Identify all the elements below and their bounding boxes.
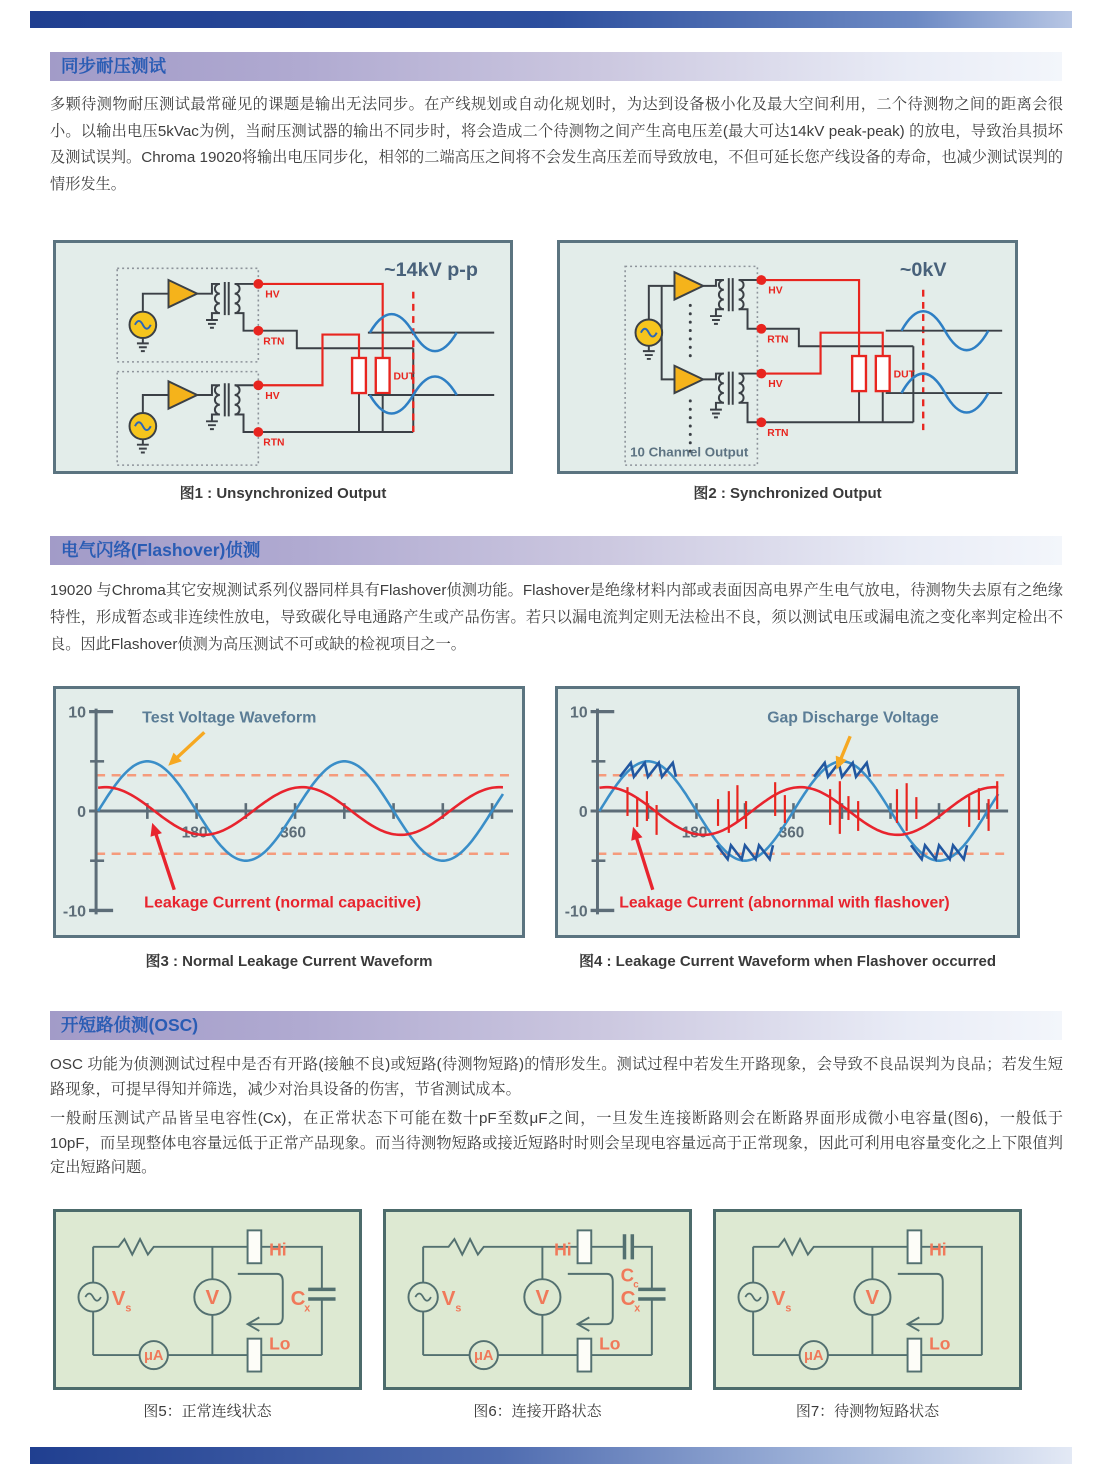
figure5-normal-connection-circuit xyxy=(53,1209,362,1390)
figure3-normal-leakage-chart xyxy=(53,686,525,938)
circuit-fig7 xyxy=(716,1212,1019,1387)
black-wiring xyxy=(643,278,913,422)
figure2-synchronized-diagram xyxy=(557,240,1018,474)
figure6-open-circuit xyxy=(383,1209,692,1390)
capacitor-cc-icon xyxy=(624,1234,632,1259)
rtn-label: RTN xyxy=(767,427,789,439)
cx-label: C xyxy=(620,1287,636,1310)
dut-resistors xyxy=(852,356,890,391)
svg-text:Leakage Current (normal capaci: Leakage Current (normal capacitive) xyxy=(144,894,422,912)
paragraph-osc-2: 一般耐压测试产品皆呈电容性(Cx)，在正常状态下可能在数十pF至数μF之间，一旦发生连接断路则会在断路界面形成微小电容量(图6)，一般低于10pF，而呈现整体电容量远低于正常产品现象。而当待测物短路或接近短路时时则会呈现电容量远高于正常现象，因此可利用电容量变化之上下限值判定出短路问题。 xyxy=(50,1110,1063,1176)
hi-terminal-icon xyxy=(248,1230,262,1263)
top-divider-bar xyxy=(30,11,1072,28)
amplifier-icons xyxy=(674,272,703,393)
voltmeter-label: V xyxy=(865,1286,880,1309)
current-loop-arrow-icon xyxy=(568,1274,613,1331)
svg-text:0: 0 xyxy=(77,804,87,821)
hv-label: HV xyxy=(768,285,783,297)
svg-text:360: 360 xyxy=(280,824,307,842)
circuit-diagram-fig2 xyxy=(560,243,1015,471)
black-wiring xyxy=(137,282,413,453)
svg-text:10: 10 xyxy=(570,704,588,722)
microamp-label: μA xyxy=(473,1347,494,1364)
circuit-fig5 xyxy=(56,1212,359,1387)
circuit-labels xyxy=(112,1240,311,1364)
rtn-label: RTN xyxy=(767,334,789,346)
paragraph-osc-1: OSC 功能为侦测测试过程中是否有开路(接触不良)或短路(待测物短路)的情形发生。测试过程中若发生开路现象，会导致不良品误判为良品；若发生短路现象，可提早得知并筛选，减少对治具设备的伤害，节省测试成本。 xyxy=(50,1056,1063,1098)
current-loop-arrow-icon xyxy=(898,1274,943,1331)
cx-label: C xyxy=(290,1287,306,1310)
svg-text:360: 360 xyxy=(778,824,805,842)
figure4-flashover-leakage-chart xyxy=(555,686,1020,938)
hv-label: HV xyxy=(768,379,783,391)
hi-label: Hi xyxy=(554,1239,572,1260)
circuit-labels xyxy=(442,1240,641,1364)
lo-terminal-icon xyxy=(248,1339,262,1372)
lo-terminal-icon xyxy=(578,1339,592,1372)
vs-label: V xyxy=(771,1287,786,1310)
dut-label: DUT xyxy=(893,369,915,381)
voltage-difference-label: ~0kV xyxy=(899,259,947,282)
vs-label: V xyxy=(441,1287,456,1310)
hi-terminal-icon xyxy=(578,1230,592,1263)
circuit-fig6 xyxy=(386,1212,689,1387)
vs-sub-label: s xyxy=(785,1302,792,1315)
terminal-labels xyxy=(767,286,915,439)
microamp-label: μA xyxy=(143,1347,164,1364)
figure7-caption: 图7：待测物短路状态 xyxy=(795,1403,940,1420)
paragraph-flashover: 19020 与Chroma其它安规测试系列仪器同样具有Flashover侦测功能。Flashover是绝缘材料内部或表面因高电界产生电气放电，待测物失去原有之绝缘特性，形成暂态或非连续性放电，导致碳化导电通路产生或产品伤害。若只以漏电流判定则无法检出不良，须以测试电压或漏电流之变化率判定检出不良。因此Flashover侦测为高压测试不可或缺的检视项目之一。 xyxy=(50,582,1063,653)
capacitor-cx-icon xyxy=(638,1289,665,1299)
figure1-unsynchronized-diagram xyxy=(53,240,513,474)
dut-label: DUT xyxy=(393,371,415,383)
lo-label: Lo xyxy=(599,1333,621,1354)
vs-label: V xyxy=(111,1287,126,1310)
figure4-caption: 图4 : Leakage Current Waveform when Flashover occurred xyxy=(578,953,997,970)
hv-label: HV xyxy=(265,390,280,402)
rtn-label: RTN xyxy=(263,336,285,348)
ac-source-icon xyxy=(636,319,663,345)
vs-sub-label: s xyxy=(455,1302,462,1315)
svg-text:0: 0 xyxy=(578,803,588,821)
hv-label: HV xyxy=(265,289,280,301)
section-title-sync: 同步耐压测试 xyxy=(50,52,1062,81)
waveform-chart-fig4 xyxy=(558,689,1017,935)
lo-terminal-icon xyxy=(908,1339,922,1372)
voltmeter-label: V xyxy=(535,1286,550,1309)
channel-count-label: 10 Channel Output xyxy=(630,444,749,460)
dut-resistors xyxy=(352,358,390,393)
figure1-caption: 图1 : Unsynchronized Output xyxy=(179,485,387,502)
current-loop-arrow-icon xyxy=(238,1274,283,1331)
figure5-caption: 图5：正常连线状态 xyxy=(143,1403,272,1420)
svg-text:10: 10 xyxy=(68,704,87,722)
figure3-caption: 图3 : Normal Leakage Current Waveform xyxy=(145,953,433,970)
svg-text:-10: -10 xyxy=(564,903,588,921)
lo-label: Lo xyxy=(929,1333,951,1354)
paragraph-sync: 多颗待测物耐压测试最常碰见的课题是输出无法同步。在产线规划或自动化规划时，为达到设备极小化及最大空间利用，二个待测物之间的距离会很小。以输出电压5kVac为例，当耐压测试器的输出不同步时，将会造成二个待测物之间产生高电压差(最大可达14kV peak-peak) 的放电，导致治具损坏及测试误判。Chroma 19020将输出电压同步化，相邻的二端高压之间将不会发生高压差而导致放电，不但可延长您产线设备的寿命，也减少测试误判的情形发生。 xyxy=(50,96,1063,193)
section-title-flashover: 电气闪络(Flashover)侦测 xyxy=(50,536,1062,565)
circuit-diagram-fig1 xyxy=(56,243,510,471)
microamp-label: μA xyxy=(803,1347,824,1364)
hi-terminal-icon xyxy=(908,1230,922,1263)
bottom-divider-bar xyxy=(30,1447,1072,1464)
svg-text:-10: -10 xyxy=(62,903,87,921)
svg-text:180: 180 xyxy=(681,824,708,842)
figure6-caption: 图6：连接开路状态 xyxy=(473,1403,602,1420)
lo-label: Lo xyxy=(269,1333,291,1354)
section-title-osc: 开短路侦测(OSC) xyxy=(50,1011,1062,1040)
capacitor-cx-icon xyxy=(308,1289,335,1299)
waveform-chart-fig3 xyxy=(56,689,522,935)
amplifier-icons xyxy=(169,280,198,409)
figure2-caption: 图2 : Synchronized Output xyxy=(693,485,882,502)
svg-text:180: 180 xyxy=(181,824,208,842)
wave-axes xyxy=(886,331,1002,393)
hi-label: Hi xyxy=(269,1239,287,1260)
cx-sub-label: x xyxy=(304,1302,311,1315)
ac-source-icons xyxy=(130,312,157,440)
cc-sub-label: c xyxy=(633,1279,639,1291)
rtn-label: RTN xyxy=(263,437,285,449)
voltage-difference-label: ~14kV p-p xyxy=(384,259,478,282)
cx-sub-label: x xyxy=(634,1302,641,1315)
output-sine-waves xyxy=(901,311,988,412)
hi-label: Hi xyxy=(929,1239,947,1260)
vs-sub-label: s xyxy=(125,1302,132,1315)
svg-text:Leakage Current (abnornmal wit: Leakage Current (abnornmal with flashover) xyxy=(619,894,950,912)
svg-text:Gap Discharge Voltage: Gap Discharge Voltage xyxy=(767,709,939,727)
svg-text:Test Voltage Waveform: Test Voltage Waveform xyxy=(142,709,317,727)
cc-label: C xyxy=(620,1264,634,1286)
figure7-short-circuit xyxy=(713,1209,1022,1390)
voltmeter-label: V xyxy=(205,1286,220,1309)
